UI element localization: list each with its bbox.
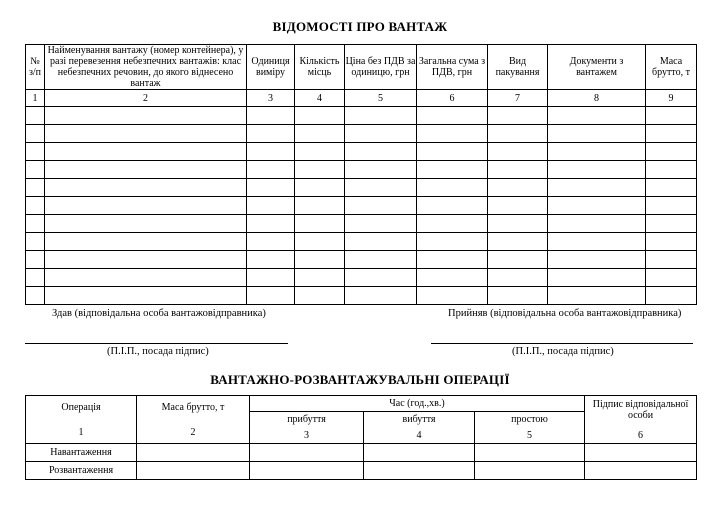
cargo-cell[interactable] <box>247 125 295 143</box>
cargo-section-title: ВІДОМОСТІ ПРО ВАНТАЖ <box>272 19 448 34</box>
cargo-cell[interactable] <box>247 143 295 161</box>
cargo-cell[interactable] <box>646 251 697 269</box>
cargo-cell[interactable] <box>26 215 45 233</box>
column-number: 4 <box>364 428 475 444</box>
departure-header: вибуття <box>364 412 475 428</box>
cargo-cell[interactable] <box>646 179 697 197</box>
cargo-cell[interactable] <box>548 179 646 197</box>
col-gross-mass-header: Маса брутто, т <box>646 45 697 90</box>
cargo-cell[interactable] <box>45 125 247 143</box>
cargo-cell[interactable] <box>417 125 488 143</box>
loading-operation-cell: Навантаження <box>26 444 137 462</box>
cargo-cell[interactable] <box>345 287 417 305</box>
cargo-cell[interactable] <box>417 251 488 269</box>
cargo-cell[interactable] <box>45 197 247 215</box>
cargo-cell[interactable] <box>247 197 295 215</box>
cargo-row <box>26 251 697 269</box>
cargo-cell[interactable] <box>646 143 697 161</box>
cargo-cell[interactable] <box>345 251 417 269</box>
cargo-cell[interactable] <box>45 269 247 287</box>
unloading-operation-cell: Розвантаження <box>26 462 137 480</box>
operations-section-title: ВАНТАЖНО-РОЗВАНТАЖУВАЛЬНІ ОПЕРАЦІЇ <box>210 372 510 387</box>
operation-header-label: Операція <box>61 401 101 413</box>
cargo-cell[interactable] <box>45 179 247 197</box>
cargo-cell[interactable] <box>26 143 45 161</box>
handed-over-signature-line[interactable] <box>25 343 288 344</box>
cargo-cell[interactable] <box>247 107 295 125</box>
cargo-cell[interactable] <box>295 215 345 233</box>
cargo-cell[interactable] <box>45 161 247 179</box>
cargo-cell[interactable] <box>295 107 345 125</box>
col-number-header: № з/п <box>26 45 45 90</box>
col-cargo-name-header: Найменування вантажу (номер контейнера), у разі перевезення небезпечних вантажів: клас небезпечних речовин, до якого віднесено вантаж <box>45 45 247 90</box>
cargo-cell[interactable] <box>646 197 697 215</box>
column-number: 2 <box>45 90 247 107</box>
cargo-row <box>26 107 697 125</box>
column-number: 8 <box>548 90 646 107</box>
cargo-cell[interactable] <box>345 125 417 143</box>
cargo-cell[interactable] <box>646 125 697 143</box>
unloading-idle-cell[interactable] <box>475 462 585 480</box>
column-number: 3 <box>247 90 295 107</box>
cargo-row <box>26 233 697 251</box>
column-number: 9 <box>646 90 697 107</box>
cargo-row <box>26 125 697 143</box>
cargo-cell[interactable] <box>548 143 646 161</box>
cargo-header-row <box>26 45 697 90</box>
cargo-cell[interactable] <box>646 215 697 233</box>
cargo-cell[interactable] <box>417 269 488 287</box>
column-number: 6 <box>638 429 644 441</box>
cargo-cell[interactable] <box>247 251 295 269</box>
cargo-cell[interactable] <box>548 251 646 269</box>
cargo-cell[interactable] <box>646 233 697 251</box>
col-price-header: Ціна без ПДВ за одиницю, грн <box>345 45 417 90</box>
cargo-cell[interactable] <box>548 287 646 305</box>
cargo-cell[interactable] <box>488 161 548 179</box>
cargo-cell[interactable] <box>247 287 295 305</box>
cargo-cell[interactable] <box>295 143 345 161</box>
cargo-cell[interactable] <box>26 251 45 269</box>
cargo-cell[interactable] <box>548 197 646 215</box>
cargo-cell[interactable] <box>295 251 345 269</box>
cargo-cell[interactable] <box>548 233 646 251</box>
operations-table <box>25 395 697 480</box>
loading-idle-cell[interactable] <box>475 444 585 462</box>
cargo-cell[interactable] <box>417 197 488 215</box>
cargo-cell[interactable] <box>295 161 345 179</box>
cargo-cell[interactable] <box>45 215 247 233</box>
cargo-row <box>26 179 697 197</box>
col-places-header: Кількість місць <box>295 45 345 90</box>
cargo-cell[interactable] <box>488 287 548 305</box>
cargo-cell[interactable] <box>488 251 548 269</box>
cargo-cell[interactable] <box>548 215 646 233</box>
cargo-cell[interactable] <box>26 287 45 305</box>
cargo-table <box>25 44 697 305</box>
signature-header-label: Підпис відповідальної особи <box>592 398 689 421</box>
cargo-cell[interactable] <box>646 107 697 125</box>
cargo-cell[interactable] <box>548 161 646 179</box>
idle-header: простою <box>475 412 585 428</box>
unloading-mass-cell[interactable] <box>137 462 250 480</box>
received-signature-line[interactable] <box>431 343 693 344</box>
cargo-cell[interactable] <box>646 269 697 287</box>
unloading-signature-cell[interactable] <box>585 462 697 480</box>
cargo-column-numbers-row <box>26 90 697 107</box>
cargo-cell[interactable] <box>45 107 247 125</box>
cargo-cell[interactable] <box>345 107 417 125</box>
cargo-cell[interactable] <box>548 269 646 287</box>
cargo-cell[interactable] <box>488 107 548 125</box>
cargo-cell[interactable] <box>548 107 646 125</box>
cargo-cell[interactable] <box>417 215 488 233</box>
cargo-cell[interactable] <box>345 161 417 179</box>
col-unit-header: Одиниця виміру <box>247 45 295 90</box>
cargo-cell[interactable] <box>295 233 345 251</box>
column-number: 3 <box>250 428 364 444</box>
cargo-cell[interactable] <box>488 125 548 143</box>
cargo-row <box>26 215 697 233</box>
cargo-cell[interactable] <box>345 143 417 161</box>
cargo-cell[interactable] <box>417 233 488 251</box>
cargo-cell[interactable] <box>295 125 345 143</box>
cargo-cell[interactable] <box>646 161 697 179</box>
col-total-header: Загальна сума з ПДВ, грн <box>417 45 488 90</box>
cargo-cell[interactable] <box>26 125 45 143</box>
cargo-cell[interactable] <box>345 215 417 233</box>
unloading-arrival-cell[interactable] <box>250 462 364 480</box>
loading-mass-cell[interactable] <box>137 444 250 462</box>
cargo-row <box>26 287 697 305</box>
loading-row <box>26 444 697 462</box>
cargo-cell[interactable] <box>417 161 488 179</box>
column-number: 2 <box>190 426 196 438</box>
cargo-row <box>26 161 697 179</box>
loading-signature-cell[interactable] <box>585 444 697 462</box>
cargo-cell[interactable] <box>247 269 295 287</box>
cargo-cell[interactable] <box>345 197 417 215</box>
cargo-cell[interactable] <box>345 233 417 251</box>
cargo-cell[interactable] <box>417 179 488 197</box>
name-position-caption-right: (П.І.П., посада підпис) <box>512 346 614 357</box>
unloading-departure-cell[interactable] <box>364 462 475 480</box>
cargo-cell[interactable] <box>345 269 417 287</box>
cargo-row <box>26 143 697 161</box>
cargo-cell[interactable] <box>26 107 45 125</box>
cargo-row <box>26 197 697 215</box>
column-number: 6 <box>417 90 488 107</box>
handed-over-label: Здав (відповідальна особа вантажовідправника) <box>52 308 266 319</box>
col-documents-header: Документи з вантажем <box>548 45 646 90</box>
cargo-cell[interactable] <box>295 287 345 305</box>
column-number: 1 <box>78 426 84 438</box>
loading-arrival-cell[interactable] <box>250 444 364 462</box>
cargo-cell[interactable] <box>45 287 247 305</box>
cargo-cell[interactable] <box>247 233 295 251</box>
cargo-cell[interactable] <box>26 161 45 179</box>
cargo-cell[interactable] <box>488 269 548 287</box>
arrival-header: прибуття <box>250 412 364 428</box>
cargo-cell[interactable] <box>26 197 45 215</box>
unloading-row <box>26 462 697 480</box>
cargo-cell[interactable] <box>26 269 45 287</box>
cargo-cell[interactable] <box>488 215 548 233</box>
cargo-cell[interactable] <box>247 179 295 197</box>
column-number: 7 <box>488 90 548 107</box>
cargo-cell[interactable] <box>488 233 548 251</box>
cargo-cell[interactable] <box>548 125 646 143</box>
gross-mass-header <box>137 396 250 444</box>
cargo-cell[interactable] <box>417 287 488 305</box>
cargo-cell[interactable] <box>45 251 247 269</box>
loading-departure-cell[interactable] <box>364 444 475 462</box>
time-header: Час (год.,хв.) <box>250 396 585 412</box>
cargo-cell[interactable] <box>247 161 295 179</box>
cargo-cell[interactable] <box>646 287 697 305</box>
cargo-cell[interactable] <box>45 143 247 161</box>
cargo-cell[interactable] <box>417 107 488 125</box>
cargo-cell[interactable] <box>295 179 345 197</box>
cargo-cell[interactable] <box>26 233 45 251</box>
gross-mass-header-label: Маса брутто, т <box>161 401 225 413</box>
column-number: 1 <box>26 90 45 107</box>
received-label: Прийняв (відповідальна особа вантажовідправника) <box>448 308 682 319</box>
cargo-cell[interactable] <box>45 233 247 251</box>
cargo-cell[interactable] <box>295 269 345 287</box>
cargo-row <box>26 269 697 287</box>
column-number: 5 <box>345 90 417 107</box>
cargo-cell[interactable] <box>488 179 548 197</box>
cargo-cell[interactable] <box>488 143 548 161</box>
cargo-cell[interactable] <box>345 179 417 197</box>
name-position-caption-left: (П.І.П., посада підпис) <box>107 346 209 357</box>
cargo-cell[interactable] <box>247 215 295 233</box>
column-number: 5 <box>475 428 585 444</box>
col-packaging-header: Вид пакування <box>488 45 548 90</box>
signature-header <box>585 396 697 444</box>
cargo-cell[interactable] <box>488 197 548 215</box>
operation-header <box>26 396 137 444</box>
cargo-cell[interactable] <box>417 143 488 161</box>
cargo-cell[interactable] <box>26 179 45 197</box>
column-number: 4 <box>295 90 345 107</box>
cargo-cell[interactable] <box>295 197 345 215</box>
